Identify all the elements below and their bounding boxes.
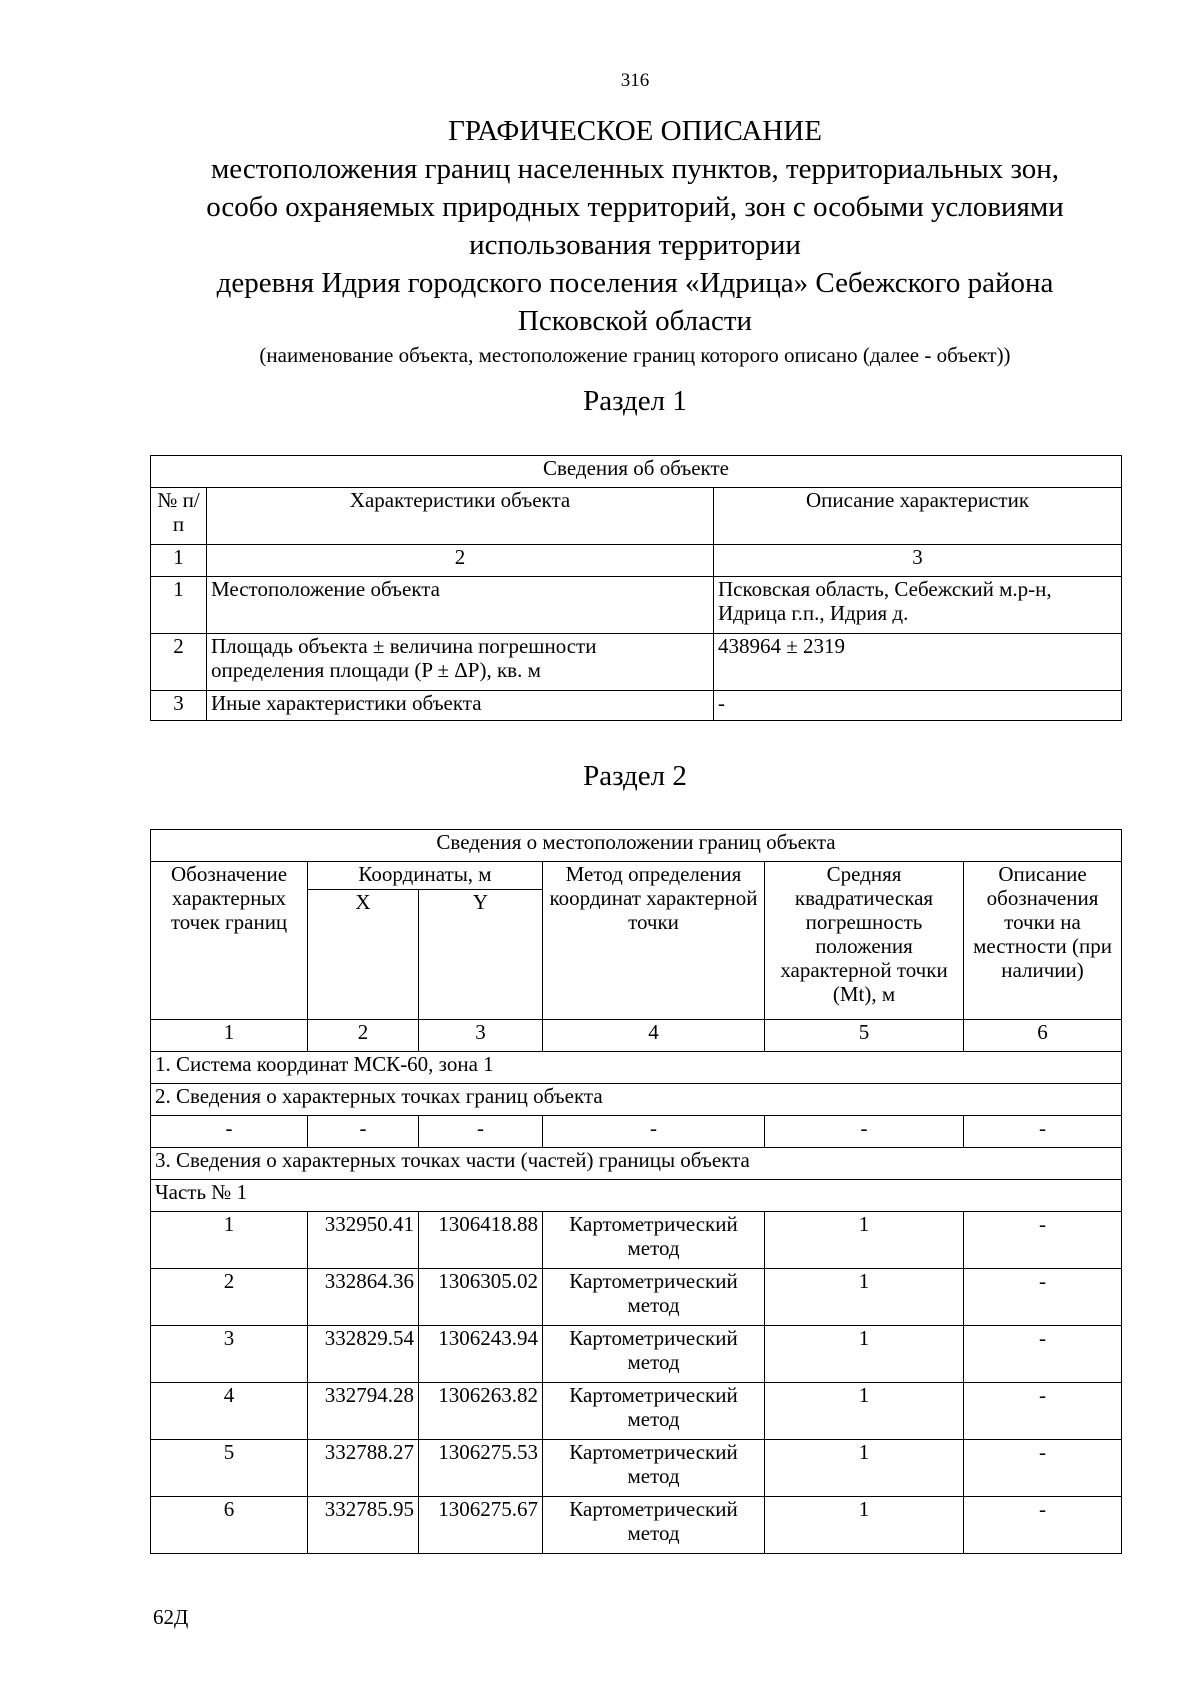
point-error: 1 bbox=[765, 1497, 964, 1554]
point-error: 1 bbox=[765, 1383, 964, 1440]
row-description: 438964 ± 2319 bbox=[714, 634, 1122, 691]
section1-heading: Раздел 1 bbox=[583, 385, 687, 417]
point-error: 1 bbox=[765, 1326, 964, 1383]
title-main: ГРАФИЧЕСКОЕ ОПИСАНИЕ bbox=[448, 115, 822, 147]
table-row bbox=[151, 691, 1122, 721]
row-description: Псковская область, Себежский м.р-н, Идрица г.п., Идрия д. bbox=[714, 577, 1122, 634]
row-number: 3 bbox=[151, 691, 207, 721]
column-header-description: Описание характеристик bbox=[714, 488, 1122, 545]
point-x: 332864.36 bbox=[308, 1269, 419, 1326]
column-header-method: Метод определения координат характерной точки bbox=[543, 862, 765, 1020]
point-y: 1306305.02 bbox=[419, 1269, 543, 1326]
point-desc: - bbox=[964, 1212, 1122, 1269]
point-desc: - bbox=[964, 1269, 1122, 1326]
column-number: 5 bbox=[765, 1020, 964, 1052]
table-row bbox=[151, 1116, 1122, 1148]
boundary-points-title: 2. Сведения о характерных точках границ объекта bbox=[151, 1084, 1122, 1116]
point-number: 6 bbox=[151, 1497, 308, 1554]
table-title: Сведения об объекте bbox=[151, 456, 1122, 488]
point-method: Картометрический метод bbox=[543, 1383, 765, 1440]
table-row bbox=[151, 1497, 1122, 1554]
point-error: 1 bbox=[765, 1269, 964, 1326]
point-number: 5 bbox=[151, 1440, 308, 1497]
point-method: Картометрический метод bbox=[543, 1269, 765, 1326]
point-number: 2 bbox=[151, 1269, 308, 1326]
column-number: 4 bbox=[543, 1020, 765, 1052]
row-characteristic: Иные характеристики объекта bbox=[207, 691, 714, 721]
section2-heading: Раздел 2 bbox=[583, 760, 687, 792]
table-row bbox=[151, 1269, 1122, 1326]
row-number: 2 bbox=[151, 634, 207, 691]
empty-cell: - bbox=[964, 1116, 1122, 1148]
title-note: (наименование объекта, местоположение границ которого описано (далее - объект)) bbox=[259, 343, 1011, 367]
table-row bbox=[151, 1383, 1122, 1440]
column-number: 3 bbox=[714, 545, 1122, 577]
title-line: использования территории bbox=[469, 229, 801, 261]
point-error: 1 bbox=[765, 1212, 964, 1269]
title-line: Псковской области bbox=[517, 305, 753, 337]
point-y: 1306243.94 bbox=[419, 1326, 543, 1383]
part-label: Часть № 1 bbox=[151, 1180, 1122, 1212]
point-number: 1 bbox=[151, 1212, 308, 1269]
point-method: Картометрический метод bbox=[543, 1440, 765, 1497]
empty-cell: - bbox=[419, 1116, 543, 1148]
table-row bbox=[151, 1212, 1122, 1269]
table-title: Сведения о местоположении границ объекта bbox=[151, 830, 1122, 862]
column-number: 2 bbox=[207, 545, 714, 577]
column-header-num: № п/п bbox=[151, 488, 207, 545]
column-header-point: Обозначение характерных точек границ bbox=[151, 862, 308, 1020]
table-row bbox=[151, 634, 1122, 691]
point-y: 1306275.67 bbox=[419, 1497, 543, 1554]
table-row bbox=[151, 1326, 1122, 1383]
empty-cell: - bbox=[543, 1116, 765, 1148]
column-header-error: Средняя квадратическая погрешность положения характерной точки (Mt), м bbox=[765, 862, 964, 1020]
title-line: местоположения границ населенных пунктов, территориальных зон, bbox=[210, 153, 1060, 185]
point-y: 1306263.82 bbox=[419, 1383, 543, 1440]
column-header-characteristic: Характеристики объекта bbox=[207, 488, 714, 545]
column-header-desc: Описание обозначения точки на местности (при наличии) bbox=[964, 862, 1122, 1020]
point-desc: - bbox=[964, 1440, 1122, 1497]
point-method: Картометрический метод bbox=[543, 1497, 765, 1554]
coord-system-row: 1. Система координат МСК-60, зона 1 bbox=[151, 1052, 1122, 1084]
object-info-table bbox=[150, 455, 1122, 721]
row-characteristic: Местоположение объекта bbox=[207, 577, 714, 634]
row-characteristic: Площадь объекта ± величина погрешности определения площади (P ± ΔP), кв. м bbox=[207, 634, 714, 691]
point-x: 332829.54 bbox=[308, 1326, 419, 1383]
column-number: 2 bbox=[308, 1020, 419, 1052]
point-x: 332794.28 bbox=[308, 1383, 419, 1440]
title-line: деревня Идрия городского поселения «Идрица» Себежского района bbox=[216, 267, 1054, 299]
point-y: 1306418.88 bbox=[419, 1212, 543, 1269]
part-points-title: 3. Сведения о характерных точках части (частей) границы объекта bbox=[151, 1148, 1122, 1180]
empty-cell: - bbox=[308, 1116, 419, 1148]
point-y: 1306275.53 bbox=[419, 1440, 543, 1497]
column-header-coords: Координаты, м bbox=[308, 862, 543, 890]
point-method: Картометрический метод bbox=[543, 1212, 765, 1269]
document-title bbox=[150, 112, 1120, 370]
column-number: 6 bbox=[964, 1020, 1122, 1052]
point-x: 332950.41 bbox=[308, 1212, 419, 1269]
footer-code: 62Д bbox=[153, 1605, 189, 1629]
table-row bbox=[151, 577, 1122, 634]
boundary-points-table bbox=[150, 829, 1122, 1554]
point-x: 332788.27 bbox=[308, 1440, 419, 1497]
point-desc: - bbox=[964, 1326, 1122, 1383]
point-number: 3 bbox=[151, 1326, 308, 1383]
table-row bbox=[151, 1440, 1122, 1497]
point-desc: - bbox=[964, 1497, 1122, 1554]
column-header-x: X bbox=[308, 890, 419, 1020]
row-number: 1 bbox=[151, 577, 207, 634]
empty-cell: - bbox=[151, 1116, 308, 1148]
column-number: 1 bbox=[151, 545, 207, 577]
column-number: 1 bbox=[151, 1020, 308, 1052]
point-error: 1 bbox=[765, 1440, 964, 1497]
column-header-y: Y bbox=[419, 890, 543, 1020]
point-number: 4 bbox=[151, 1383, 308, 1440]
point-x: 332785.95 bbox=[308, 1497, 419, 1554]
point-method: Картометрический метод bbox=[543, 1326, 765, 1383]
column-number: 3 bbox=[419, 1020, 543, 1052]
title-line: особо охраняемых природных территорий, зон с особыми условиями bbox=[206, 191, 1064, 223]
point-desc: - bbox=[964, 1383, 1122, 1440]
page-number: 316 bbox=[620, 70, 650, 91]
empty-cell: - bbox=[765, 1116, 964, 1148]
row-description: - bbox=[714, 691, 1122, 721]
